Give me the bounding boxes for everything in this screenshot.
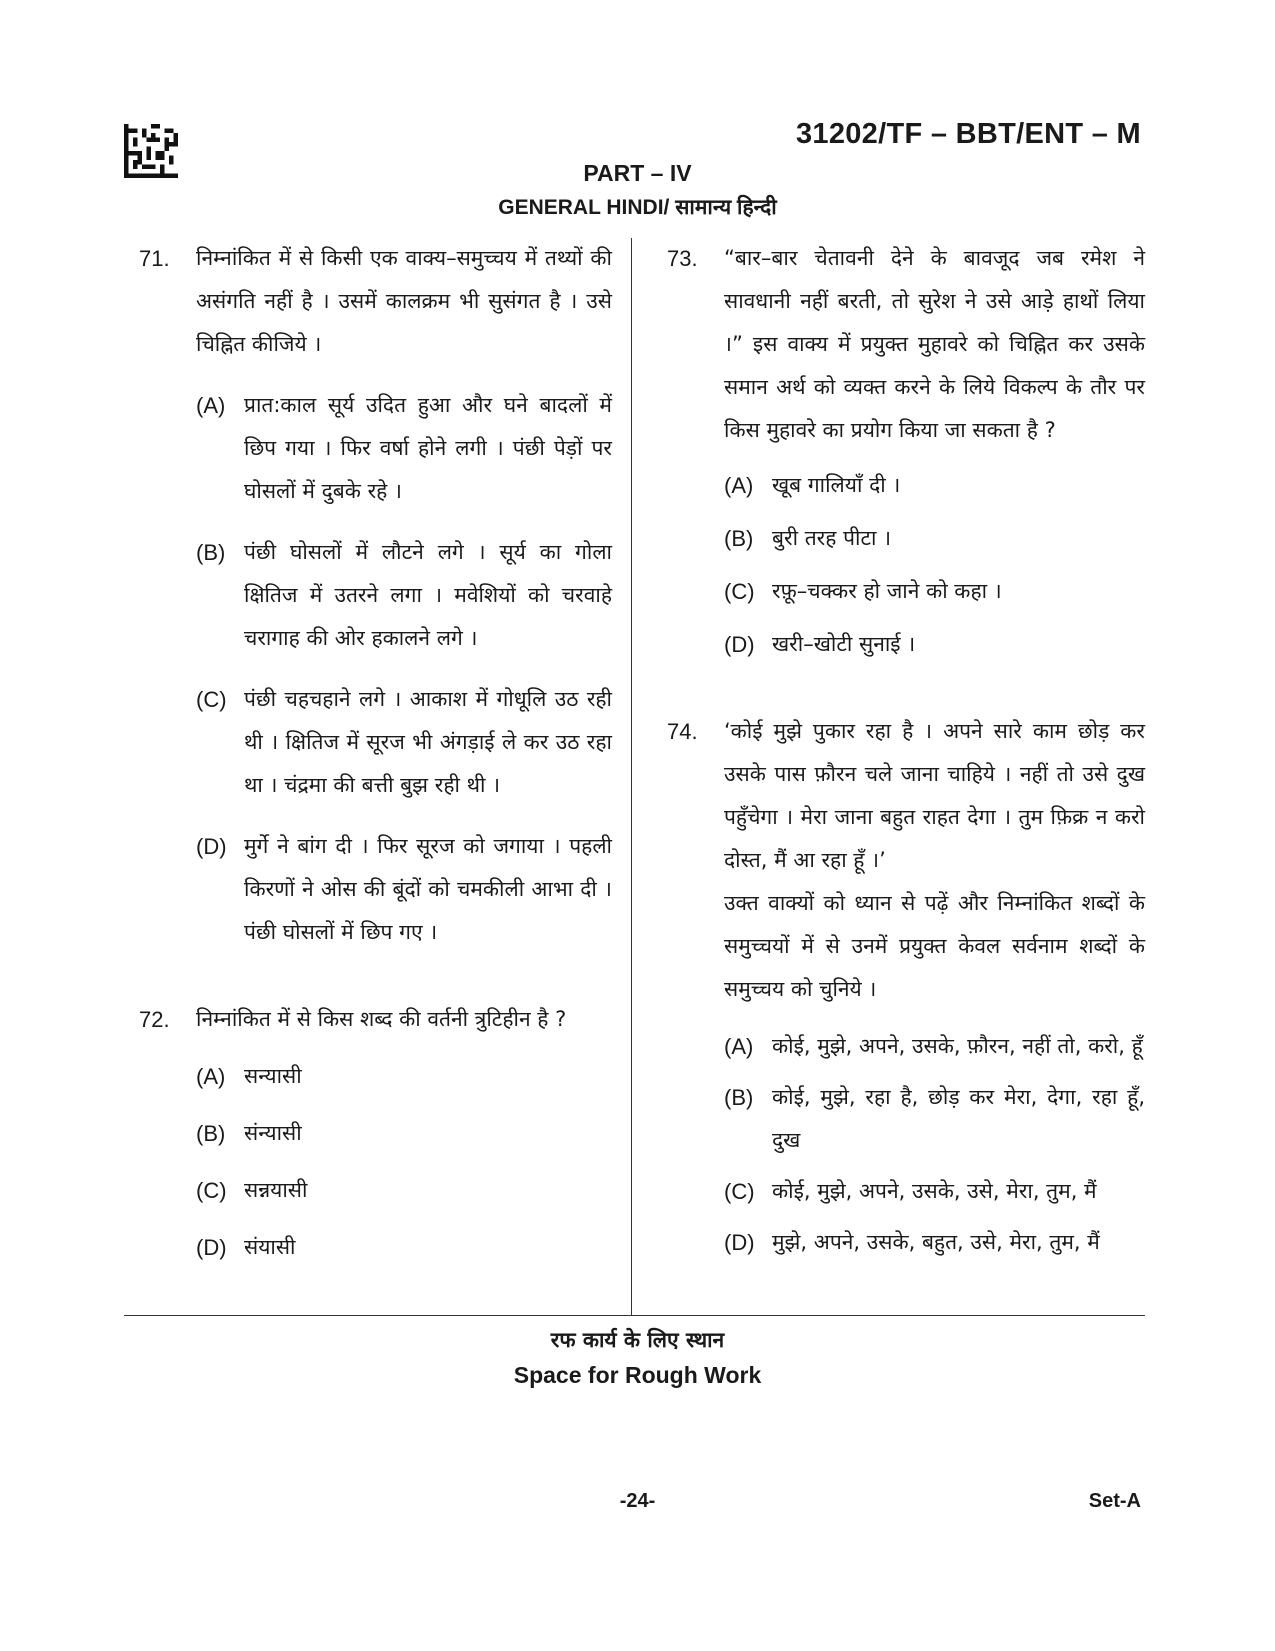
option-b: [196, 1112, 612, 1155]
question-number: 71.: [139, 246, 170, 271]
option-label: (C): [724, 579, 755, 604]
option-text: कोई, मुझे, रहा है, छोड़ कर मेरा, देगा, रहा हूँ, दुख: [772, 1085, 1145, 1152]
option-text: सन्यासी: [244, 1064, 302, 1088]
option-label: (B): [196, 1121, 226, 1146]
option-c: [724, 570, 1145, 613]
question-text: निम्नांकित में से किसी एक वाक्य–समुच्चय में तथ्यों की असंगति नहीं है । उसमें कालक्रम भी सुसंगत है । उसे चिह्नित कीजिये ।: [196, 246, 612, 356]
option-text: खूब गालियाँ दी ।: [772, 473, 901, 497]
option-d: [724, 1221, 1145, 1264]
question-72: [124, 998, 612, 1269]
left-column: [124, 237, 612, 1269]
option-c: [724, 1170, 1145, 1213]
option-text: मुर्गे ने बांग दी । फिर सूरज को जगाया । पहली किरणों ने ओस की बूंदों को चमकीली आभा दी । पंछी घोसलों में छिप गए ।: [244, 834, 612, 944]
option-text: संयासी: [244, 1235, 296, 1259]
option-d: [196, 825, 612, 954]
question-text: “बार–बार चेतावनी देने के बावजूद जब रमेश ने सावधानी नहीं बरती, तो सुरेश ने उसे आड़े हाथों लिया ।” इस वाक्य में प्रयुक्त मुहावरे को चिह्नित कर उसके समान अर्थ को व्यक्त करने के लिये विकल्प के तौर पर किस मुहावरे का प्रयोग किया जा सकता है ?: [724, 246, 1145, 442]
question-text: निम्नांकित में से किस शब्द की वर्तनी त्रुटिहीन है ?: [196, 1007, 567, 1031]
option-text: कोई, मुझे, अपने, उसके, उसे, मेरा, तुम, मैं: [772, 1179, 1097, 1203]
option-c: [196, 678, 612, 807]
option-label: (B): [196, 540, 226, 565]
rough-work-label-hindi: रफ कार्य के लिए स्थान: [550, 1328, 725, 1352]
option-label: (D): [724, 632, 755, 657]
rough-work-label: Space for Rough Work: [513, 1362, 762, 1388]
column-divider: [631, 238, 632, 1315]
question-instruction: उक्त वाक्यों को ध्यान से पढ़ें और निम्नांकित शब्दों के समुच्चयों में से उनमें प्रयुक्त केवल सर्वनाम शब्दों के समुच्चय को चुनिये ।: [724, 891, 1145, 1001]
option-text: प्रात:काल सूर्य उदित हुआ और घने बादलों में छिप गया । फिर वर्षा होने लगी । पंछी पेड़ों पर घोसलों में दुबके रहे ।: [244, 393, 612, 503]
paper-code: 31202/TF – BBT/ENT – M: [795, 118, 1141, 150]
part-title: PART – IV: [583, 160, 692, 186]
option-b: [724, 1076, 1145, 1162]
option-d: [196, 1226, 612, 1269]
question-74: [652, 710, 1145, 1264]
option-b: [196, 531, 612, 660]
option-text: पंछी घोसलों में लौटने लगे । सूर्य का गोला क्षितिज में उतरने लगा । मवेशियों को चरवाहे चरागाह की ओर हकालने लगे ।: [244, 540, 612, 650]
option-text: कोई, मुझे, अपने, उसके, फ़ौरन, नहीं तो, करो, हूँ: [772, 1034, 1143, 1058]
option-text: पंछी चहचहाने लगे । आकाश में गोधूलि उठ रही थी । क्षितिज में सूरज भी अंगड़ाई ले कर उठ रहा था । चंद्रमा की बत्ती बुझ रही थी ।: [244, 687, 612, 797]
option-label: (C): [196, 1178, 227, 1203]
option-label: (C): [196, 687, 227, 712]
question-73: [652, 237, 1145, 666]
option-text: बुरी तरह पीटा ।: [772, 526, 892, 550]
option-a: [196, 1055, 612, 1098]
option-label: (B): [724, 526, 754, 551]
option-label: (A): [724, 473, 754, 498]
option-label: (D): [724, 1230, 755, 1255]
question-quote: ‘कोई मुझे पुकार रहा है । अपने सारे काम छोड़ कर उसके पास फ़ौरन चले जाना चाहिये । नहीं तो उसे दुख पहुँचेगा । मेरा जाना बहुत राहत देगा । तुम फ़िक्र न करो दोस्त, मैं आ रहा हूँ ।’: [724, 719, 1145, 872]
question-71: [124, 237, 612, 954]
option-label: (A): [196, 1064, 226, 1089]
option-text: मुझे, अपने, उसके, बहुत, उसे, मेरा, तुम, मैं: [772, 1230, 1100, 1254]
option-a: [196, 384, 612, 513]
option-c: [196, 1169, 612, 1212]
footer-divider: [124, 1315, 1145, 1316]
option-d: [724, 623, 1145, 666]
option-text: खरी–खोटी सुनाई ।: [772, 632, 916, 656]
question-number: 72.: [139, 1007, 170, 1032]
option-text: रफ़ू–चक्कर हो जाने को कहा ।: [772, 579, 1002, 603]
section-title: GENERAL HINDI/ सामान्य हिन्दी: [498, 196, 777, 219]
set-label: Set-A: [1088, 1490, 1141, 1512]
option-a: [724, 1025, 1145, 1068]
question-number: 73.: [667, 246, 698, 271]
option-a: [724, 464, 1145, 507]
option-text: सन्नयासी: [244, 1178, 308, 1202]
question-number: 74.: [667, 719, 698, 744]
option-label: (D): [196, 834, 227, 859]
option-text: संन्यासी: [244, 1121, 302, 1145]
option-label: (A): [196, 393, 226, 418]
page-number: -24-: [619, 1490, 656, 1512]
option-b: [724, 517, 1145, 560]
option-label: (C): [724, 1179, 755, 1204]
option-label: (D): [196, 1235, 227, 1260]
option-label: (B): [724, 1085, 754, 1110]
right-column: [652, 237, 1145, 1264]
option-label: (A): [724, 1034, 754, 1059]
